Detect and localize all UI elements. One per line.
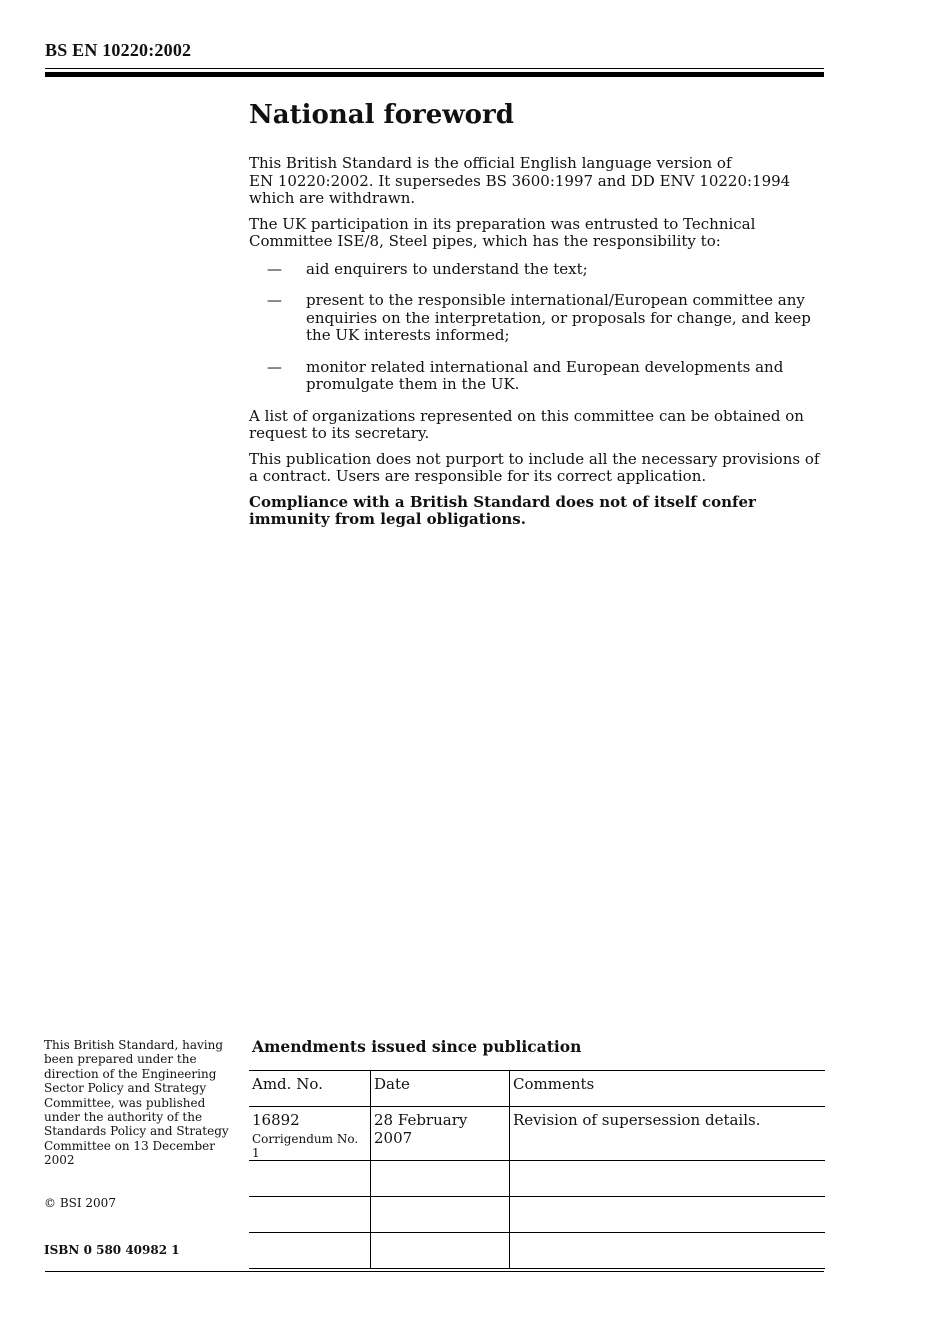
table-row — [249, 1233, 825, 1269]
amd-number: 16892 — [252, 1111, 300, 1129]
list-item-text: monitor related international and European developments and promulgate them in the UK. — [306, 357, 784, 393]
header-rule-thin — [45, 68, 824, 69]
amd-comments-cell: Revision of supersession details. — [510, 1107, 826, 1161]
header-rule-thick — [45, 72, 824, 77]
table-header-row — [249, 1071, 825, 1107]
amd-subtitle: Corrigendum No. 1 — [252, 1132, 359, 1160]
footer-rule — [45, 1271, 824, 1272]
page-title: National foreword — [249, 100, 514, 130]
empty-cell — [510, 1161, 826, 1197]
dash-marker: — — [267, 291, 282, 309]
copyright: © BSI 2007 — [44, 1196, 116, 1210]
paragraph-provisions: This publication does not purport to include all the necessary provisions of a contract. Users are responsible for its correct application. — [249, 449, 820, 485]
list-item — [249, 292, 827, 345]
empty-cell — [249, 1161, 371, 1197]
table-row — [249, 1107, 825, 1161]
responsibility-list — [249, 261, 827, 394]
document-header-id: BS EN 10220:2002 — [45, 40, 192, 60]
list-item — [249, 359, 827, 394]
empty-cell — [249, 1233, 371, 1269]
empty-cell — [510, 1233, 826, 1269]
paragraph-intro-line1: This British Standard is the official English language version of — [249, 154, 732, 172]
amd-date-cell: 28 February 2007 — [371, 1107, 510, 1161]
table-row — [249, 1197, 825, 1233]
list-item-text: aid enquirers to understand the text; — [306, 259, 588, 278]
empty-cell — [371, 1233, 510, 1269]
amd-no-cell — [249, 1107, 371, 1161]
amendments-table — [249, 1070, 825, 1269]
paragraph-intro — [249, 155, 827, 208]
list-item-text: present to the responsible international/European committee any enquiries on the interpretation, or proposals for change, and keep the UK interests informed; — [306, 291, 811, 344]
publication-note: This British Standard, having been prepared under the direction of the Engineering Sector Policy and Strategy Committee, was published under the authority of the Standards Policy and Strategy Committee on 13 December 2002 — [44, 1038, 229, 1168]
table-row — [249, 1161, 825, 1197]
column-header-comments: Comments — [510, 1071, 826, 1107]
paragraph-compliance: Compliance with a British Standard does not of itself confer immunity from legal obligations. — [249, 492, 756, 528]
empty-cell — [249, 1197, 371, 1233]
empty-cell — [510, 1197, 826, 1233]
isbn: ISBN 0 580 40982 1 — [44, 1243, 180, 1257]
list-item — [249, 261, 827, 279]
empty-cell — [371, 1197, 510, 1233]
foreword-body — [249, 155, 827, 537]
paragraph-participation: The UK participation in its preparation was entrusted to Technical Committee ISE/8, Steel pipes, which has the responsibility to: — [249, 214, 756, 250]
amendments-title: Amendments issued since publication — [252, 1037, 582, 1056]
column-header-date: Date — [371, 1071, 510, 1107]
paragraph-intro-line2: EN 10220:2002. It supersedes BS 3600:1997 and DD ENV 10220:1994 which are withdrawn. — [249, 171, 791, 207]
empty-cell — [371, 1161, 510, 1197]
paragraph-committee-list: A list of organizations represented on this committee can be obtained on request to its secretary. — [249, 406, 804, 442]
column-header-amd-no: Amd. No. — [249, 1071, 371, 1107]
dash-marker: — — [267, 357, 282, 376]
dash-marker: — — [267, 259, 282, 278]
